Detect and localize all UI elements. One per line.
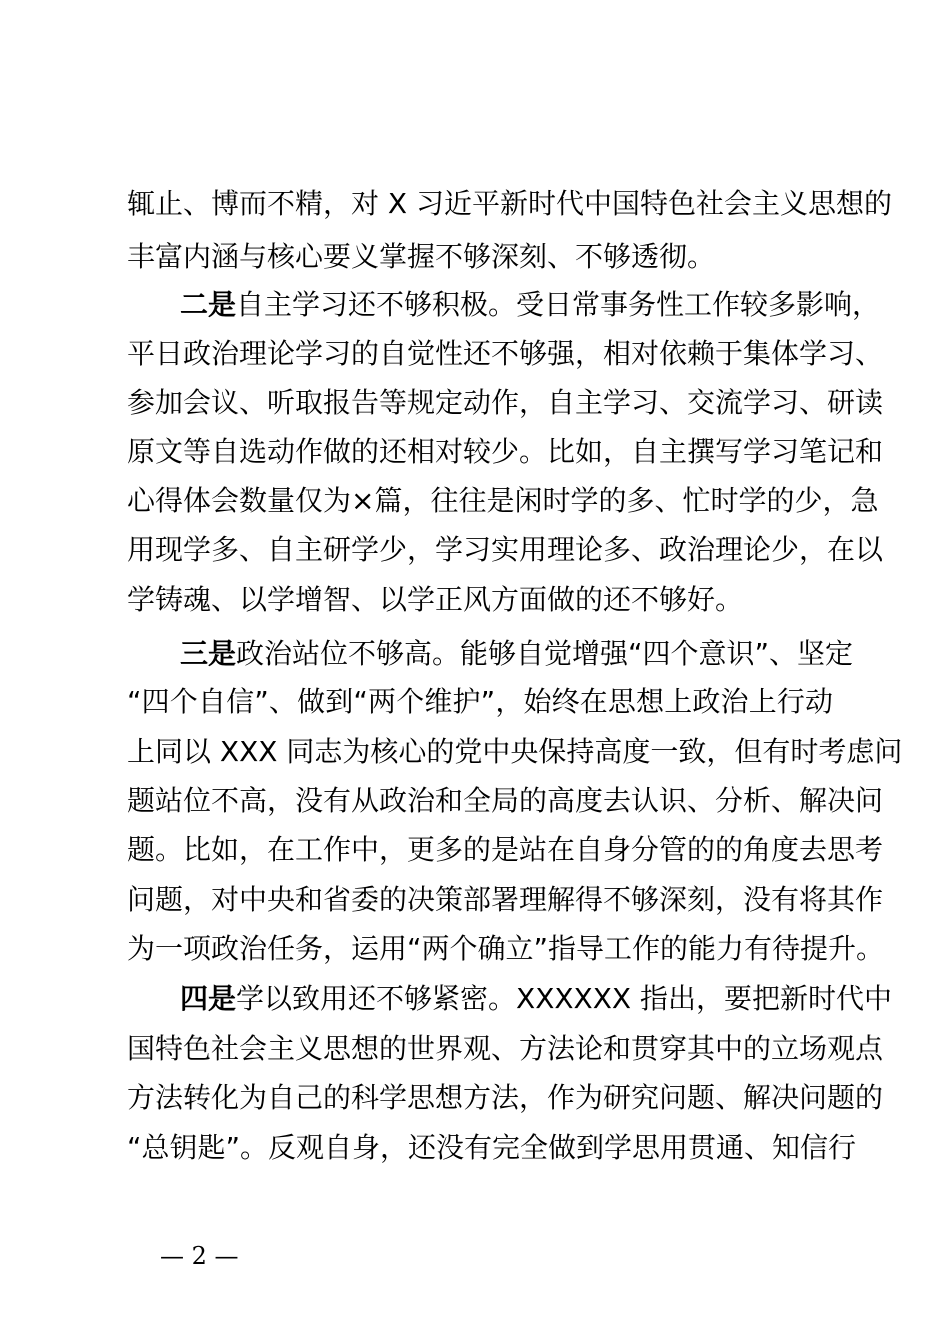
text-span: 学以致用还不够紧密。XXXXXX 指出，要把新时代中 [236,982,893,1015]
text-line: 用现学多、自主研学少，学习实用理论多、政治理论少，在以 [127,533,884,566]
text-span: 自主学习还不够积极。受日常事务性工作较多影响， [236,288,881,321]
paragraph-lead-line [180,630,854,678]
text-line: 参加会议、听取报告等规定动作，自主学习、交流学习、研读 [127,386,884,419]
text-line: 为一项政治任务，运用“两个确立”指导工作的能力有待提升。 [127,932,885,965]
text-line: 辄止、博而不精，对 X 习近平新时代中国特色社会主义思想的 [127,187,892,220]
text-line: 丰富内涵与核心要义掌握不够深刻、不够透彻。 [127,240,716,273]
text-line: “四个自信”、做到“两个维护”，始终在思想上政治上行动 [127,685,833,718]
text-line: “总钥匙”。反观自身，还没有完全做到学思用贯通、知信行 [127,1131,857,1164]
text-line: 国特色社会主义思想的世界观、方法论和贯穿其中的立场观点 [127,1032,884,1065]
text-line: 平日政治理论学习的自觉性还不够强，相对依赖于集体学习、 [127,337,884,370]
paragraph-lead-line [180,975,893,1023]
text-line: 学铸魂、以学增智、以学正风方面做的还不够好。 [127,583,744,616]
text-line: 方法转化为自己的科学思想方法，作为研究问题、解决问题的 [127,1081,884,1114]
text-line: 题。比如，在工作中，更多的是站在自身分管的的角度去思考 [127,833,884,866]
text-line: 心得体会数量仅为×篇，往往是闲时学的多、忙时学的少，急 [127,484,879,517]
text-line: 问题，对中央和省委的决策部署理解得不够深刻，没有将其作 [127,883,884,916]
text-span: 政治站位不够高。能够自觉增强“四个意识”、坚定 [236,637,854,670]
text-line: 题站位不高，没有从政治和全局的高度去认识、分析、解决问 [127,784,884,817]
text-line: 原文等自选动作做的还相对较少。比如，自主撰写学习笔记和 [127,435,884,468]
paragraph-lead: 三是 [180,637,237,670]
paragraph-lead: 四是 [180,982,237,1015]
paragraph-lead: 二是 [180,288,237,321]
text-line: 上同以 XXX 同志为核心的党中央保持高度一致，但有时考虑问 [127,735,903,768]
page-number: — 2 — [160,1242,239,1270]
paragraph-lead-line [180,281,881,329]
